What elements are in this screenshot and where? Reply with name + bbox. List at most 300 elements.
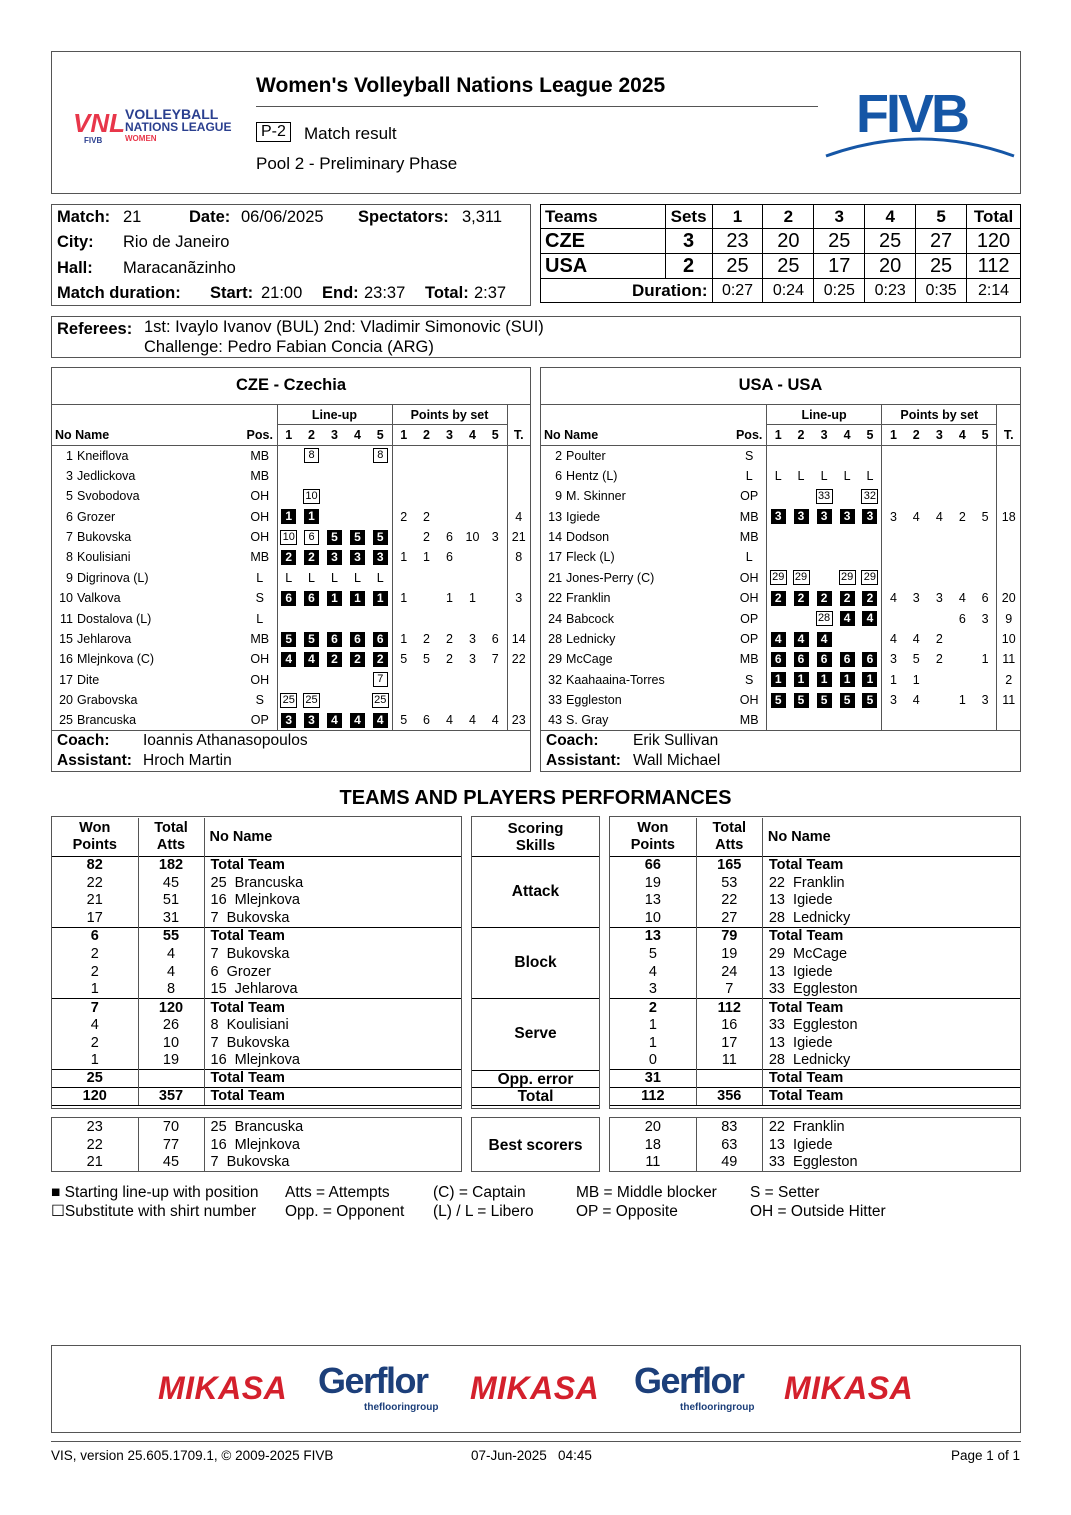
performances-heading: TEAMS AND PLAYERS PERFORMANCES [339,787,732,809]
set-points [905,466,928,486]
starting-position-badge: 4 [817,632,832,647]
player-name: 8 Koulisiani [210,1017,289,1034]
player-row [52,710,530,730]
player-number: 10 [59,591,73,606]
set-points [392,445,415,465]
lineup-cell [277,629,300,649]
set-points: 1 [392,629,415,649]
total-atts: 51 [138,892,204,910]
lineup-cell [790,629,813,649]
set-points [905,547,928,567]
lineup-cell [323,608,346,628]
lineup-col-header: 4 [843,428,851,443]
lineup-cell [836,670,859,690]
total-label: Total: [425,284,469,302]
player-row [541,568,1020,588]
player-position: MB [739,509,759,524]
set-points: 4 [446,713,453,728]
player-total [997,527,1020,547]
page-title: Women's Volleyball Nations League 2025 [256,74,666,97]
player-total [997,445,1020,465]
starting-position-badge: 6 [794,652,809,667]
player-name: Kneiflova [77,448,129,463]
lineup-col-header: 2 [308,428,315,443]
player-name: Brancuska [77,713,137,728]
perf-row [610,927,1020,945]
set-points [461,445,484,465]
referees-line1: 1st: Ivaylo Ivanov (BUL) 2nd: Vladimir Simonovic (SUI) [144,318,544,336]
set-points: 1 [392,547,415,567]
gerflor-logo: Gerflor [634,1360,744,1401]
blank-cell [541,405,766,425]
player-position: OP [740,611,759,626]
lineup-cell [323,486,346,506]
fivb-logo-text: FIVB [856,84,968,144]
sets-header-cell: Teams [541,205,666,229]
substitute-badge: 8 [373,448,388,463]
duration-label: Duration: [541,279,713,303]
set-score: 25 [916,254,967,279]
roster-column-header [52,425,530,445]
lineup-cell [369,506,392,526]
starting-position-badge: 6 [817,652,832,667]
player-name: Mlejnkova (C) [77,652,155,667]
player-name: 13 Igiede [768,963,833,980]
player-position: S [255,693,264,708]
total-atts: 22 [696,892,762,910]
lineup-cell [836,527,859,547]
lineup-cell [346,649,369,669]
skill-label: Serve [514,1025,557,1042]
set-points [905,486,928,506]
set-score: 23 [712,229,763,254]
player-row [52,629,530,649]
lineup-cell [813,649,836,669]
substitute-badge: 28 [816,611,833,626]
lineup-cell [277,547,300,567]
total-score: 120 [967,229,1021,254]
starting-position-badge: 3 [281,713,296,728]
lineup-cell [300,527,323,547]
points-col-header: 1 [392,425,415,445]
lineup-cell [813,486,836,506]
duration-label: Match duration: [57,284,181,302]
player-position: MB [250,550,270,565]
skill-label: Attack [511,882,560,900]
starting-position-badge: 2 [840,591,855,606]
starting-position-badge: 4 [304,652,319,667]
player-position: MB [250,631,270,646]
starting-position-badge: 6 [373,632,388,647]
lineup-cell [346,466,369,486]
set-points: 1 [446,591,453,606]
legend-item: OP = Opposite [576,1203,678,1220]
player-name: Grabovska [77,693,138,708]
cze-perf-table [52,818,461,1106]
lineup-cell [836,710,859,730]
lineup-cell [323,588,346,608]
set-points [415,608,438,628]
player-row [52,608,530,628]
total-atts: 27 [696,909,762,927]
set-duration: 0:25 [814,279,865,303]
lineup-cell [790,527,813,547]
lineup-cell [790,466,813,486]
player-name: 13 Igiede [768,1136,833,1153]
doc-code: P-2 [256,122,291,142]
player-total: 18 [997,506,1020,526]
lineup-cell [790,670,813,690]
usa-best-table [610,1118,1020,1171]
lineup-cell [766,486,789,506]
total-atts: 55 [138,927,204,945]
lineup-cell [766,466,789,486]
lineup-cell [369,629,392,649]
player-total: 2 [997,670,1020,690]
player-number: 16 [59,652,73,667]
lineup-cell [790,486,813,506]
lineup-cell [790,649,813,669]
points-col-header: 4 [958,428,966,443]
lineup-cell [346,547,369,567]
player-name: 13 Igiede [768,892,833,909]
set-points [928,670,951,690]
lineup-cell [277,466,300,486]
lineup-cell [369,568,392,588]
starting-position-badge: 5 [304,632,319,647]
team-name: USA [541,254,666,279]
lineup-cell [790,568,813,588]
total-atts: 4 [138,945,204,963]
perf-row [610,1087,1020,1105]
set-score: 20 [865,254,916,279]
set-points: 6 [446,550,453,565]
libero-mark: L [376,570,384,585]
player-row [541,588,1020,608]
lineup-cell [836,588,859,608]
set-points [438,690,461,710]
lineup-header: Line-up [766,405,881,425]
player-name: Eggleston [566,693,622,708]
lineup-cell [790,506,813,526]
end-value: 23:37 [364,284,406,302]
vnl-line2: NATIONS LEAGUE [125,120,232,134]
hall-value: Maracanãzinho [123,259,236,277]
set-points [438,445,461,465]
vnl-line1: VOLLEYBALL [125,106,219,122]
match-number: 21 [123,208,142,226]
starting-position-badge: 5 [373,530,388,545]
player-number: 1 [66,448,73,463]
set-points [951,710,974,730]
total-score: 112 [967,254,1021,279]
perf-row [610,981,1020,999]
set-points [951,670,974,690]
set-points [392,568,415,588]
lineup-cell [300,710,323,730]
player-name: Jones-Perry (C) [566,570,655,585]
set-points [438,486,461,506]
lineup-cell [369,486,392,506]
player-total [507,608,530,628]
hall-label: Hall: [57,259,93,277]
sets-header-cell: 2 [763,205,814,229]
player-total: 11 [997,690,1020,710]
footer-divider [51,1441,1021,1442]
legend-item: ■ Starting line-up with position [51,1184,259,1201]
player-name: 33 Eggleston [768,1017,858,1034]
lineup-cell [323,629,346,649]
player-position: MB [739,530,759,545]
lineup-cell [346,690,369,710]
player-number: 15 [59,631,73,646]
mikasa-logo: MIKASA [784,1370,914,1406]
starting-position-badge: 5 [281,632,296,647]
starting-position-badge: 1 [304,509,319,524]
set-points [974,527,997,547]
lineup-cell [836,608,859,628]
perf-row [610,1016,1020,1034]
set-points [974,466,997,486]
lineup-cell [323,547,346,567]
player-total: 14 [507,629,530,649]
lineup-cell [836,547,859,567]
player-total [997,710,1020,730]
player-name: Total Team [204,1087,461,1105]
set-points [905,568,928,588]
won-points: 5 [610,945,696,963]
player-total: 11 [997,649,1020,669]
lineup-cell [346,568,369,588]
won-points: 6 [52,927,138,945]
starting-position-badge: 4 [373,713,388,728]
player-number: 17 [59,672,73,687]
perf-row [52,1052,461,1070]
lineup-cell [836,466,859,486]
starting-position-badge: 3 [817,509,832,524]
points-col-header: 3 [446,428,453,443]
won-points: 19 [610,874,696,892]
player-row [52,445,530,465]
player-position: OP [740,631,759,646]
total-atts: 31 [138,909,204,927]
lineup-cell [859,445,882,465]
lineup-cell [859,670,882,690]
player-number: 17 [548,550,563,565]
lineup-cell [277,710,300,730]
usa-roster-table [541,404,1020,731]
set-points: 10 [465,530,480,545]
player-total: 23 [507,710,530,730]
set-points [882,466,905,486]
set-points [951,629,974,649]
lineup-cell [790,690,813,710]
set-points: 3 [981,611,989,626]
player-total [507,445,530,465]
start-value: 21:00 [261,284,303,302]
lineup-cell [766,670,789,690]
won-points-header: Won Points [52,818,138,856]
perf-row [610,963,1020,981]
player-name: 28 Lednicky [768,1052,851,1069]
player-name: 22 Franklin [768,874,845,891]
gerflor-logo: Gerflor [318,1360,428,1401]
starting-position-badge: 2 [281,550,296,565]
player-name: 28 Lednicky [768,910,851,927]
player-position: L [745,468,753,483]
points-col-header: 2 [423,428,430,443]
player-position: MB [739,652,759,667]
set-points [882,710,905,730]
player-name: Jedlickova [77,468,136,483]
set-points [484,608,507,628]
player-number: 6 [555,468,563,483]
no-name-header: No Name [544,427,599,442]
perf-row [52,856,461,874]
player-name: 22 Franklin [768,1118,845,1135]
starting-position-badge: 2 [817,591,832,606]
set-points [905,445,928,465]
player-number: 28 [548,631,563,646]
lineup-cell [346,629,369,649]
substitute-badge: 33 [816,489,833,504]
set-points [882,608,905,628]
lineup-cell [300,608,323,628]
set-points [928,710,951,730]
lineup-cell [300,568,323,588]
pos-header: Pos. [246,427,273,442]
lineup-cell [277,608,300,628]
date-label: Date: [189,208,231,226]
won-points: 1 [52,1052,138,1070]
referees-box [51,316,1021,358]
no-name-header: No Name [767,828,831,845]
lineup-cell [836,690,859,710]
lineup-cell [346,710,369,730]
usa-perf-table [610,818,1020,1106]
roster-group-header [541,405,1020,425]
set-points [974,710,997,730]
libero-mark: L [285,570,293,585]
player-name: 6 Grozer [210,963,271,980]
total-atts: 16 [696,1016,762,1034]
player-total [507,690,530,710]
total-atts: 19 [138,1052,204,1070]
player-name: Total Team [204,927,461,945]
set-points [392,466,415,486]
set-points: 3 [882,649,905,669]
player-name: Babcock [566,611,614,626]
sets-header-cell: 4 [865,205,916,229]
set-points [461,608,484,628]
set-points: 1 [392,588,415,608]
won-points: 31 [610,1070,696,1088]
player-name: 16 Mlejnkova [210,1052,300,1069]
player-position: OH [250,672,270,687]
lineup-cell [346,588,369,608]
starting-position-badge: 2 [862,591,877,606]
set-points: 3 [469,631,476,646]
starting-position-badge: 5 [817,693,832,708]
perf-row [52,927,461,945]
won-points: 21 [52,1154,138,1172]
set-points [882,568,905,588]
libero-mark: L [866,468,874,483]
sets-team-row [541,254,1021,279]
set-points: 5 [981,509,989,524]
won-points: 4 [52,1016,138,1034]
roster-group-header [52,405,530,425]
blank-cell [997,405,1020,425]
substitute-badge: 25 [303,693,320,708]
lineup-cell [369,710,392,730]
won-points: 0 [610,1052,696,1070]
cze-roster-box [51,367,531,772]
won-points: 11 [610,1154,696,1172]
player-number: 3 [66,468,73,483]
set-points: 4 [882,588,905,608]
substitute-badge: 25 [372,693,389,708]
player-name: 7 Bukovska [210,1034,290,1051]
set-points [905,608,928,628]
match-label: Match: [57,208,111,226]
player-row [52,506,530,526]
set-points: 1 [423,550,430,565]
assistant-name: Hroch Martin [143,752,232,769]
lineup-cell [813,527,836,547]
player-name: 33 Eggleston [768,981,858,998]
set-points [484,547,507,567]
starting-position-badge: 2 [350,652,365,667]
perf-row [52,1070,461,1088]
lineup-cell [813,608,836,628]
player-row [52,466,530,486]
lineup-cell [813,690,836,710]
total-duration: 2:14 [967,279,1021,303]
coach-label: Coach: [546,732,599,749]
set-points: 2 [446,652,453,667]
pos-header: Pos. [735,427,763,442]
lineup-cell [277,649,300,669]
set-points [438,506,461,526]
starting-position-badge: 2 [373,652,388,667]
lineup-cell [836,506,859,526]
won-points: 20 [610,1118,696,1136]
player-row [541,629,1020,649]
sets-won: 3 [665,229,712,254]
lineup-cell [323,527,346,547]
lineup-cell [277,690,300,710]
player-number: 21 [548,570,563,585]
player-position: L [745,550,753,565]
set-points: 3 [935,591,943,606]
player-name: 13 Igiede [768,1034,833,1051]
starting-position-badge: 1 [281,509,296,524]
cze-roster-table [52,404,530,731]
vnl-line3: WOMEN [125,134,157,143]
lineup-cell [369,445,392,465]
starting-position-badge: 6 [862,652,877,667]
total-col-header: T. [507,425,530,445]
set-points: 1 [912,672,920,687]
starting-position-badge: 3 [350,550,365,565]
player-name: Dodson [566,530,610,545]
set-points: 2 [423,631,430,646]
set-points [415,670,438,690]
set-score: 27 [916,229,967,254]
player-name: Digrinova (L) [77,570,149,585]
player-number: 6 [66,509,73,524]
